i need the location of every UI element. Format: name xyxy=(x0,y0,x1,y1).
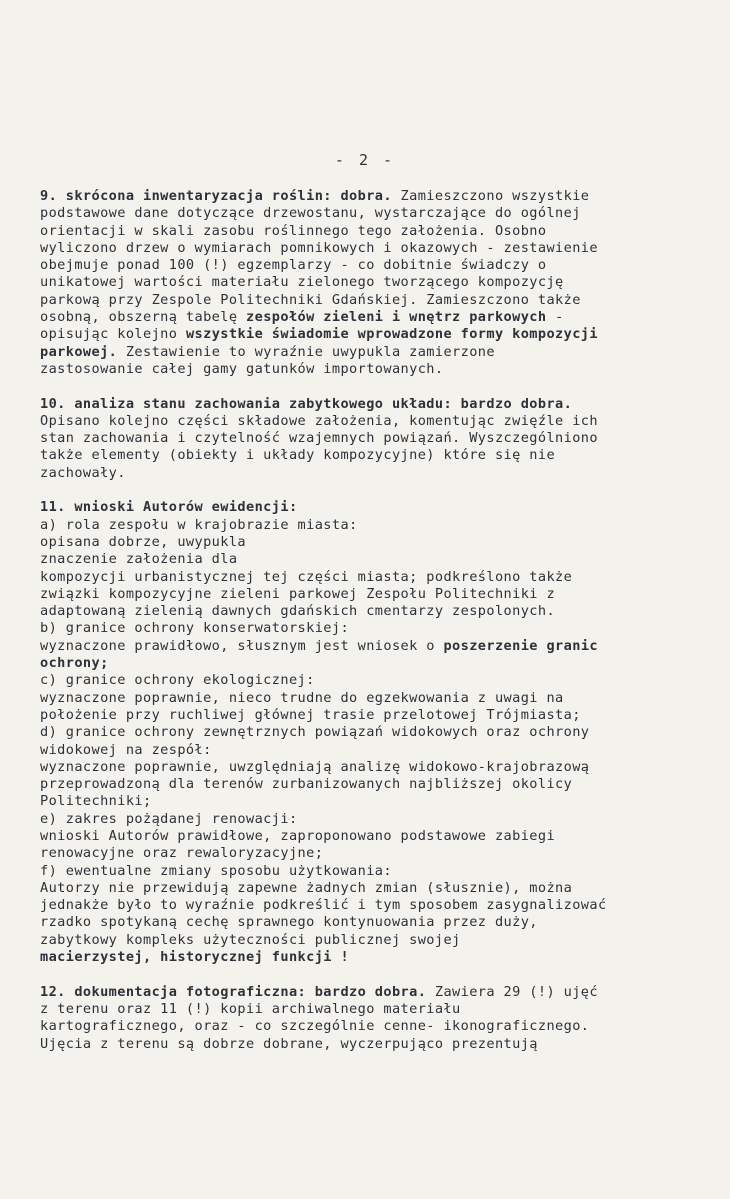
text-segment: zastosowanie całej gamy gatunków importowanych. xyxy=(40,360,444,377)
text-line xyxy=(40,638,716,655)
text-line xyxy=(40,897,716,914)
text-line xyxy=(40,188,716,205)
paragraph-gap xyxy=(40,378,716,395)
text-segment: wyznaczone poprawnie, nieco trudne do egzekwowania z uwagi na xyxy=(40,689,564,706)
text-line xyxy=(40,205,716,222)
text-segment: renowacyjne oraz rewaloryzacyjne; xyxy=(40,845,324,862)
bold-text: 10. analiza stanu zachowania zabytkowego układu: bardzo dobra. xyxy=(40,395,573,412)
text-segment: d) granice ochrony zewnętrznych powiązań widokowych oraz ochrony xyxy=(40,724,590,741)
paragraph-2 xyxy=(40,396,716,482)
bold-text: wszystkie świadomie wprowadzone formy kompozycji xyxy=(185,326,598,343)
text-line xyxy=(40,690,716,707)
text-line xyxy=(40,465,716,482)
text-segment: Opisano kolejno części składowe założenia, komentując zwięźle ich xyxy=(40,412,598,429)
text-line xyxy=(40,413,716,430)
text-segment: opisując kolejno xyxy=(40,326,186,343)
text-line xyxy=(40,1001,716,1018)
text-line xyxy=(40,811,716,828)
text-line xyxy=(40,447,716,464)
text-line xyxy=(40,707,716,724)
text-line xyxy=(40,569,716,586)
paragraph-4 xyxy=(40,984,716,1053)
text-line xyxy=(40,586,716,603)
text-line xyxy=(40,776,716,793)
text-segment: Ujęcia z terenu są dobrze dobrane, wyczerpująco prezentują xyxy=(40,1035,538,1052)
text-segment: widokowej na zespół: xyxy=(40,741,212,758)
text-segment: - xyxy=(546,309,564,326)
text-segment: znaczenie założenia dla xyxy=(40,551,238,568)
text-segment: położenie przy ruchliwej głównej trasie przelotowej Trójmiasta; xyxy=(40,706,581,723)
text-line xyxy=(40,603,716,620)
page-number: - 2 - xyxy=(334,151,396,169)
text-segment: wnioski Autorów prawidłowe, zaproponowano podstawowe zabiegi xyxy=(40,827,556,844)
text-line xyxy=(40,551,716,568)
text-line xyxy=(40,742,716,759)
paragraph-gap xyxy=(40,966,716,983)
text-segment: kompozycji urbanistycznej tej części miasta; podkreślono także xyxy=(40,568,573,585)
text-line xyxy=(40,344,716,361)
text-segment: rzadko spotykaną cechę sprawnego kontynuowania przez duży, xyxy=(40,914,538,931)
paragraph-3 xyxy=(40,499,716,966)
text-line xyxy=(40,672,716,689)
bold-text: parkowej. xyxy=(40,343,118,360)
text-segment: e) zakres pożądanej renowacji: xyxy=(40,810,298,827)
text-segment: opisana dobrze, uwypukla xyxy=(40,533,247,550)
text-line xyxy=(40,274,716,291)
text-line xyxy=(40,724,716,741)
text-line xyxy=(40,1018,716,1035)
text-segment: przeprowadzoną dla terenów zurbanizowanych najbliższej okolicy xyxy=(40,776,573,793)
text-line xyxy=(40,223,716,240)
text-line xyxy=(40,534,716,551)
paragraph-1 xyxy=(40,188,716,378)
text-segment: z terenu oraz 11 (!) kopii archiwalnego materiału xyxy=(40,1000,461,1017)
text-segment: adaptowaną zielenią dawnych gdańskich cmentarzy zespolonych. xyxy=(40,603,556,620)
text-segment: także elementy (obiekty i układy kompozycyjne) które się nie xyxy=(40,447,556,464)
text-line xyxy=(40,880,716,897)
text-line xyxy=(40,759,716,776)
text-segment: a) rola zespołu w krajobrazie miasta: xyxy=(40,516,358,533)
text-line xyxy=(40,499,716,516)
text-segment: f) ewentualne zmiany sposobu użytkowania: xyxy=(40,862,392,879)
bold-text: ochrony; xyxy=(40,655,109,672)
bold-text: zespołów zieleni i wnętrz parkowych xyxy=(246,309,547,326)
bold-text: 11. wnioski Autorów ewidencji: xyxy=(40,499,298,516)
text-segment: zabytkowy kompleks użyteczności publicznej swojej xyxy=(40,931,461,948)
text-line xyxy=(40,430,716,447)
text-line xyxy=(40,845,716,862)
text-segment: obejmuje ponad 100 (!) egzemplarzy - co dobitnie świadczy o xyxy=(40,257,547,274)
text-segment: orientacji w skali zasobu roślinnego tego założenia. Osobno xyxy=(40,222,547,239)
text-segment: Zamieszczono wszystkie xyxy=(391,188,590,204)
text-line xyxy=(40,793,716,810)
bold-text: 12. dokumentacja fotograficzna: bardzo dobra. xyxy=(40,983,427,1000)
text-segment: jednakże było to wyraźnie podkreślić i tym sposobem zasygnalizować xyxy=(40,897,607,914)
bold-text: macierzystej, historycznej funkcji ! xyxy=(40,949,350,966)
bold-text: 9. skrócona inwentaryzacja roślin: dobra. xyxy=(40,188,392,204)
text-line xyxy=(40,257,716,274)
text-segment: Politechniki; xyxy=(40,793,152,810)
text-line xyxy=(40,863,716,880)
text-line xyxy=(40,620,716,637)
text-segment: podstawowe dane dotyczące drzewostanu, wystarczające do ogólnej xyxy=(40,205,581,222)
document-body xyxy=(40,188,716,1053)
text-line xyxy=(40,914,716,931)
text-segment: Zawiera 29 (!) ujęć xyxy=(426,983,598,1000)
text-line xyxy=(40,932,716,949)
text-segment: związki kompozycyjne zieleni parkowej Zespołu Politechniki z xyxy=(40,585,556,602)
text-line xyxy=(40,292,716,309)
text-segment: c) granice ochrony ekologicznej: xyxy=(40,672,315,689)
text-line xyxy=(40,361,716,378)
text-line xyxy=(40,655,716,672)
text-line xyxy=(40,1036,716,1053)
text-line xyxy=(40,517,716,534)
text-line xyxy=(40,309,716,326)
text-line xyxy=(40,326,716,343)
text-line xyxy=(40,240,716,257)
text-line xyxy=(40,949,716,966)
text-segment: unikatowej wartości materiału zielonego tworzącego kompozycję xyxy=(40,274,564,291)
text-segment: parkową przy Zespole Politechniki Gdańskiej. Zamieszczono także xyxy=(40,291,581,308)
text-segment: Zestawienie to wyraźnie uwypukla zamierzone xyxy=(117,343,495,360)
text-segment: b) granice ochrony konserwatorskiej: xyxy=(40,620,350,637)
paragraph-gap xyxy=(40,482,716,499)
text-segment: wyznaczone prawidłowo, słusznym jest wniosek o xyxy=(40,637,444,654)
text-line xyxy=(40,984,716,1001)
text-segment: stan zachowania i czytelność wzajemnych powiązań. Wyszczególniono xyxy=(40,430,598,447)
text-segment: kartograficznego, oraz - co szczególnie cenne- ikonograficznego. xyxy=(40,1018,590,1035)
text-line xyxy=(40,396,716,413)
bold-text: poszerzenie granic xyxy=(443,637,598,654)
text-segment: osobną, obszerną tabelę xyxy=(40,309,247,326)
text-segment: wyznaczone poprawnie, uwzględniają analizę widokowo-krajobrazową xyxy=(40,758,590,775)
text-line xyxy=(40,828,716,845)
text-segment: zachowały. xyxy=(40,464,126,481)
text-segment: Autorzy nie przewidują zapewne żadnych zmian (słusznie), można xyxy=(40,879,573,896)
text-segment: wyliczono drzew o wymiarach pomnikowych i okazowych - zestawienie xyxy=(40,239,598,256)
